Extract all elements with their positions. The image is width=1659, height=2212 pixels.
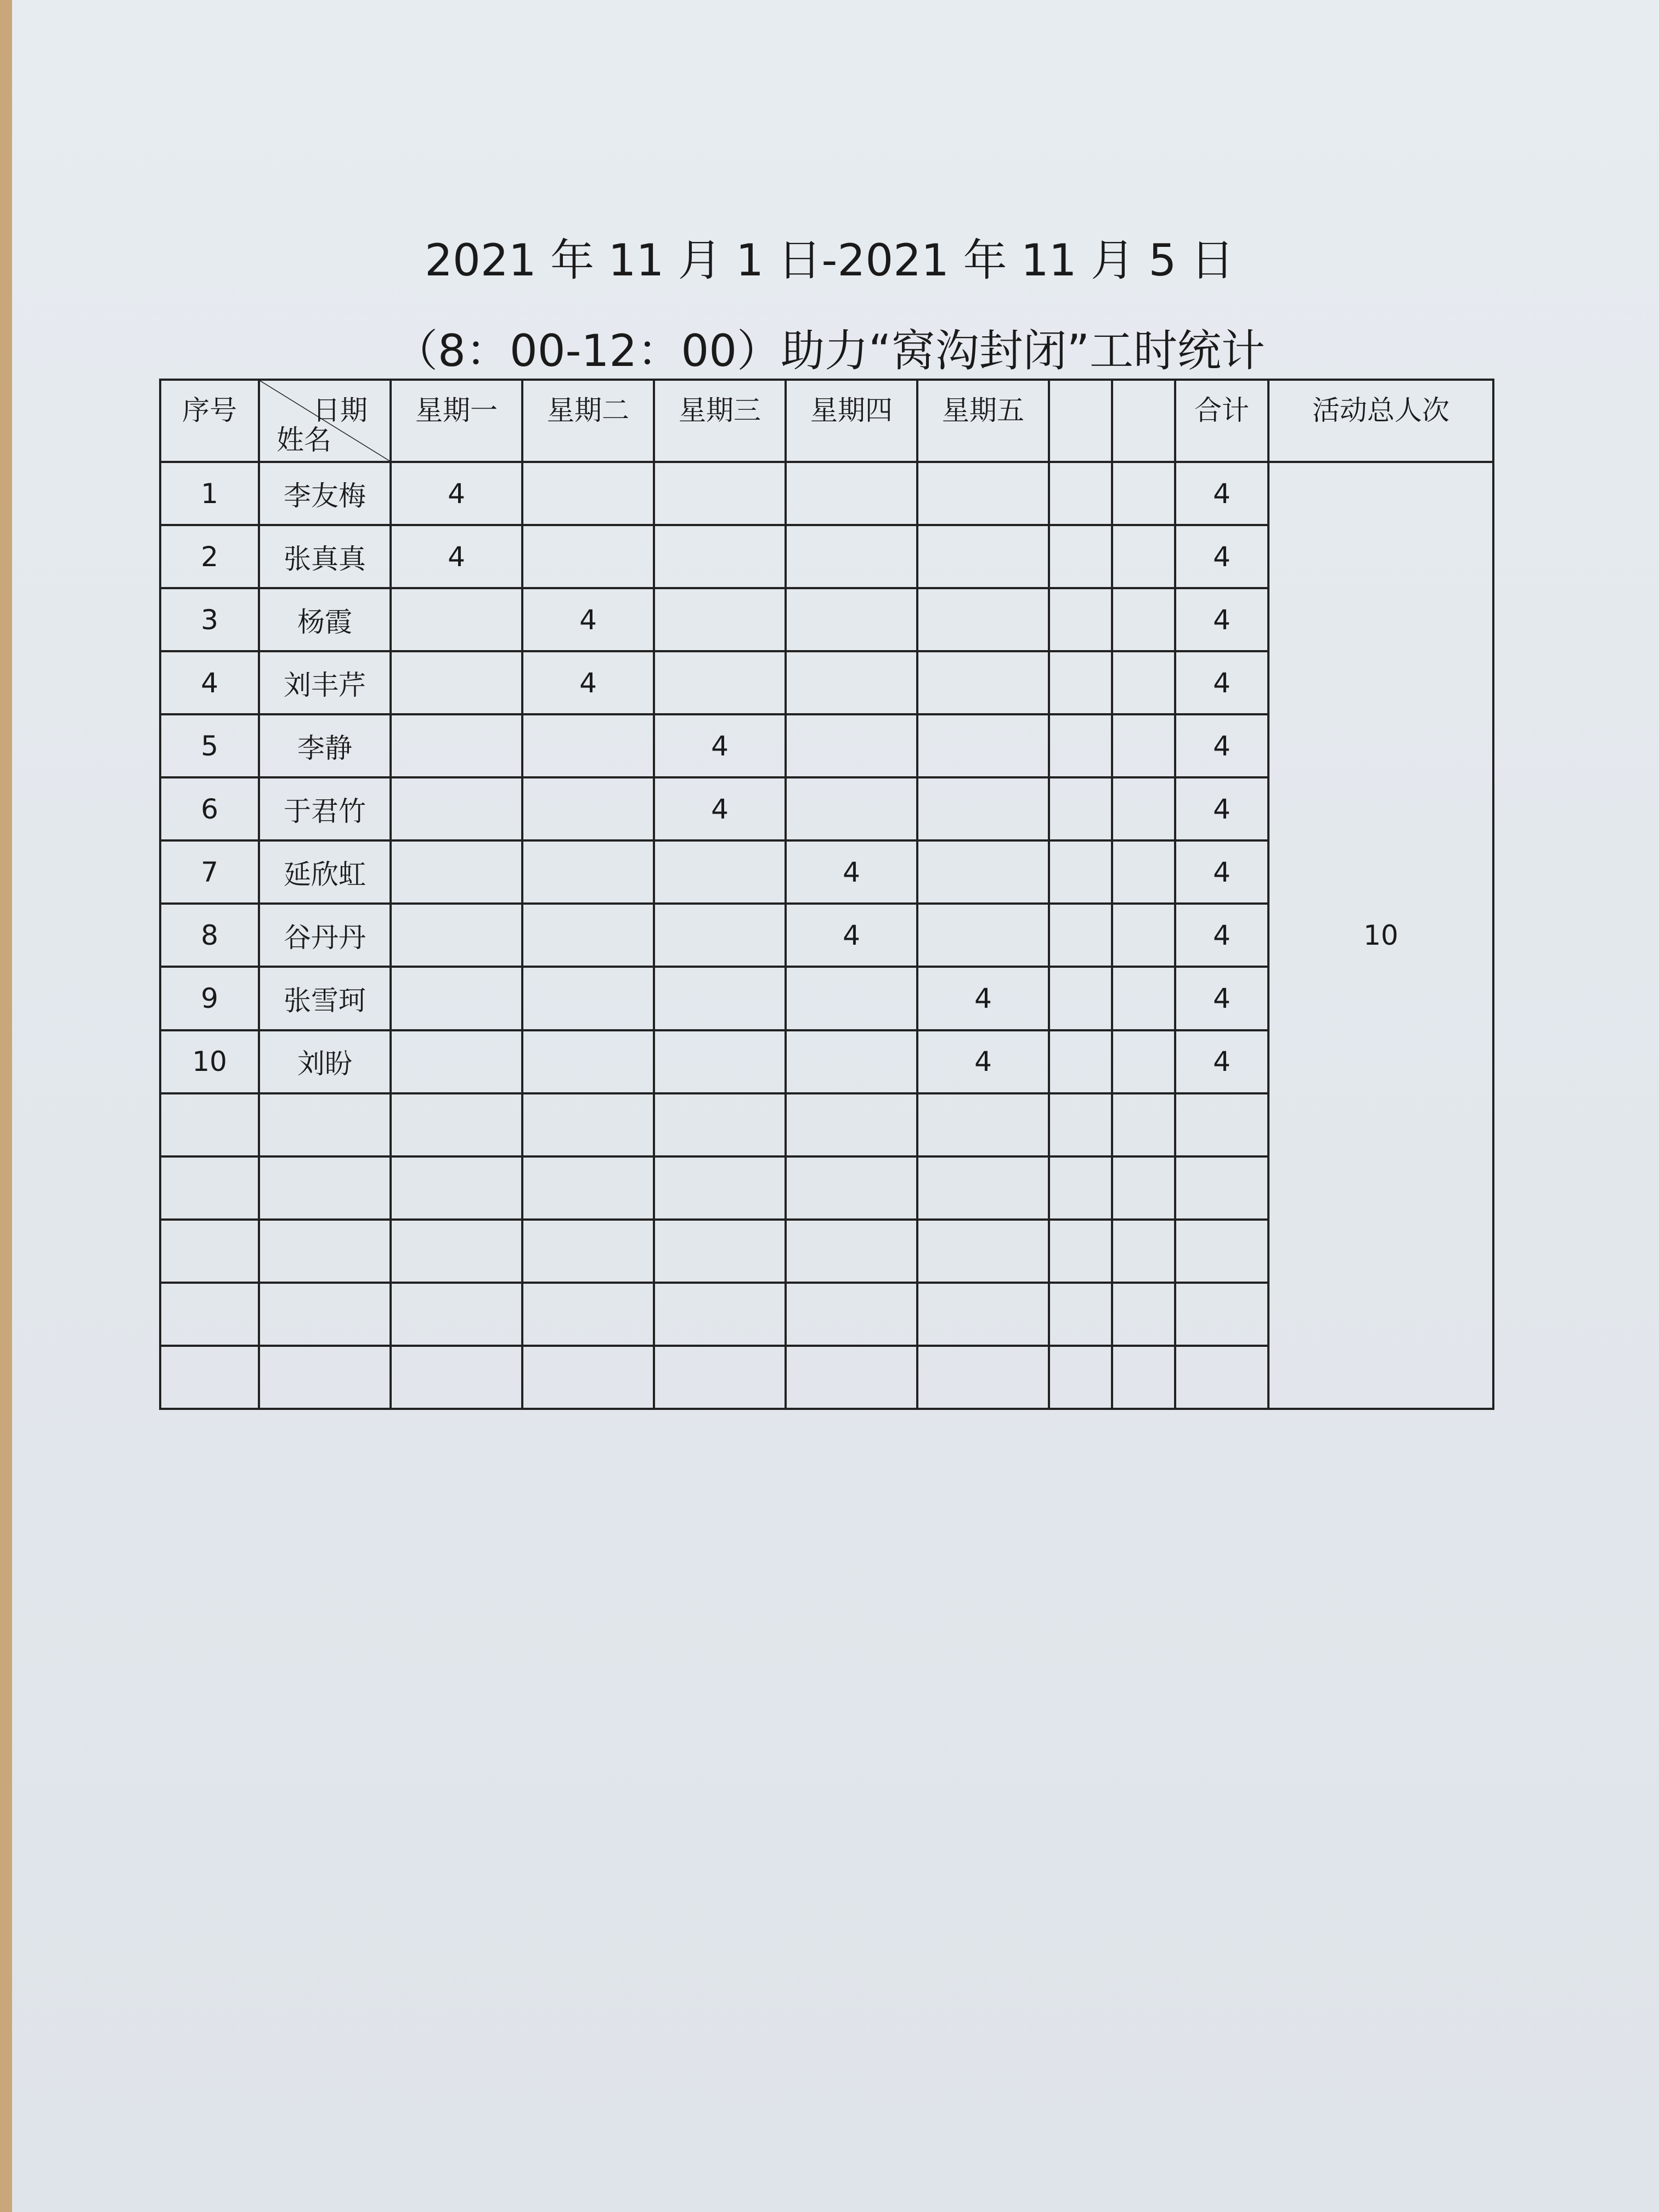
row-day-2-hours [522,1283,654,1346]
row-day-1-hours: 4 [391,525,522,588]
row-day-4-hours [786,1156,917,1220]
row-day-3-hours [654,651,786,714]
row-sum [1175,1220,1268,1283]
header-day-2: 星期二 [522,380,654,462]
row-name: 谷丹丹 [259,904,391,967]
row-index: 4 [160,651,259,714]
row-name [259,1346,391,1409]
row-day-4-hours: 4 [786,904,917,967]
row-day-1-hours [391,777,522,840]
row-sum: 4 [1175,462,1268,525]
row-day-6-hours [1049,714,1112,777]
row-day-1-hours [391,651,522,714]
row-day-4-hours [786,714,917,777]
row-day-2-hours: 4 [522,588,654,651]
row-day-6-hours [1049,1220,1112,1283]
row-day-1-hours [391,714,522,777]
row-day-4-hours [786,1346,917,1409]
header-day-3: 星期三 [654,380,786,462]
row-day-3-hours [654,1030,786,1093]
row-sum: 4 [1175,588,1268,651]
row-index: 5 [160,714,259,777]
row-day-6-hours [1049,840,1112,904]
row-day-3-hours [654,1283,786,1346]
header-date-name-diagonal [259,380,391,462]
row-name [259,1156,391,1220]
row-sum: 4 [1175,714,1268,777]
work-hours-table [159,379,1494,1410]
row-day-2-hours [522,1030,654,1093]
row-name: 李静 [259,714,391,777]
row-name [259,1283,391,1346]
row-day-2-hours [522,904,654,967]
row-index: 7 [160,840,259,904]
row-day-5-hours [917,1220,1049,1283]
total-participants-value: 10 [1268,462,1493,1409]
row-day-2-hours [522,967,654,1030]
row-day-6-hours [1049,777,1112,840]
row-day-5-hours: 4 [917,1030,1049,1093]
row-day-2-hours [522,1220,654,1283]
row-day-2-hours [522,777,654,840]
row-day-7-hours [1112,462,1175,525]
row-sum [1175,1283,1268,1346]
row-day-6-hours [1049,1093,1112,1156]
row-sum: 4 [1175,525,1268,588]
row-day-2-hours [522,462,654,525]
document-title-dates: 2021 年 11 月 1 日-2021 年 11 月 5 日 [425,235,1234,286]
row-index [160,1346,259,1409]
row-day-7-hours [1112,1030,1175,1093]
row-day-2-hours: 4 [522,651,654,714]
row-day-1-hours: 4 [391,462,522,525]
row-day-7-hours [1112,904,1175,967]
row-day-5-hours [917,1156,1049,1220]
row-day-2-hours [522,1346,654,1409]
row-index: 3 [160,588,259,651]
row-day-4-hours [786,462,917,525]
row-day-3-hours [654,1220,786,1283]
row-name: 刘盼 [259,1030,391,1093]
row-day-7-hours [1112,651,1175,714]
row-day-6-hours [1049,462,1112,525]
row-index: 2 [160,525,259,588]
row-day-5-hours [917,462,1049,525]
row-day-3-hours [654,462,786,525]
row-day-6-hours [1049,1346,1112,1409]
row-day-1-hours [391,1093,522,1156]
row-name: 杨霞 [259,588,391,651]
row-sum: 4 [1175,1030,1268,1093]
header-day-6 [1049,380,1112,462]
row-day-4-hours [786,777,917,840]
row-day-2-hours [522,714,654,777]
row-index: 8 [160,904,259,967]
header-day-1: 星期一 [391,380,522,462]
row-day-4-hours [786,525,917,588]
row-name: 于君竹 [259,777,391,840]
row-day-7-hours [1112,525,1175,588]
row-day-7-hours [1112,1156,1175,1220]
table-header-row [160,380,1493,462]
row-day-5-hours [917,777,1049,840]
row-day-7-hours [1112,1220,1175,1283]
row-day-3-hours [654,840,786,904]
row-sum: 4 [1175,651,1268,714]
document-title-subject: （8：00-12：00）助力“窝沟封闭”工时统计 [393,325,1266,376]
row-day-3-hours [654,588,786,651]
row-day-4-hours [786,1030,917,1093]
row-name: 张真真 [259,525,391,588]
row-day-5-hours [917,840,1049,904]
row-sum: 4 [1175,904,1268,967]
table-row [160,462,1493,525]
row-day-6-hours [1049,967,1112,1030]
row-day-1-hours [391,967,522,1030]
row-day-1-hours [391,1283,522,1346]
row-day-5-hours [917,714,1049,777]
row-day-7-hours [1112,777,1175,840]
header-name: 姓名 [276,424,331,456]
row-index: 9 [160,967,259,1030]
row-name: 李友梅 [259,462,391,525]
row-day-6-hours [1049,1156,1112,1220]
row-day-1-hours [391,1156,522,1220]
row-day-3-hours: 4 [654,777,786,840]
row-sum [1175,1093,1268,1156]
header-date: 日期 [313,394,368,426]
header-day-4: 星期四 [786,380,917,462]
header-total-label: 活动总人次 [1268,380,1493,462]
row-day-4-hours: 4 [786,840,917,904]
row-day-6-hours [1049,1283,1112,1346]
row-day-3-hours [654,1093,786,1156]
row-index [160,1283,259,1346]
row-day-4-hours [786,651,917,714]
row-day-6-hours [1049,588,1112,651]
row-day-3-hours [654,1156,786,1220]
row-name [259,1220,391,1283]
header-day-5: 星期五 [917,380,1049,462]
row-day-7-hours [1112,1283,1175,1346]
row-day-5-hours [917,588,1049,651]
row-day-5-hours [917,1093,1049,1156]
row-index [160,1093,259,1156]
row-sum: 4 [1175,967,1268,1030]
row-day-2-hours [522,1156,654,1220]
row-day-3-hours [654,525,786,588]
row-day-2-hours [522,525,654,588]
row-day-1-hours [391,840,522,904]
row-day-4-hours [786,588,917,651]
row-index: 10 [160,1030,259,1093]
row-day-2-hours [522,1093,654,1156]
row-sum [1175,1156,1268,1220]
row-name: 刘丰芹 [259,651,391,714]
header-day-7 [1112,380,1175,462]
row-day-7-hours [1112,588,1175,651]
row-day-3-hours [654,1346,786,1409]
row-name [259,1093,391,1156]
row-day-7-hours [1112,1346,1175,1409]
row-day-4-hours [786,1220,917,1283]
row-sum: 4 [1175,840,1268,904]
row-day-6-hours [1049,1030,1112,1093]
row-day-4-hours [786,1093,917,1156]
row-day-2-hours [522,840,654,904]
row-day-3-hours [654,904,786,967]
row-day-1-hours [391,588,522,651]
row-sum: 4 [1175,777,1268,840]
row-day-6-hours [1049,651,1112,714]
row-index [160,1220,259,1283]
row-day-5-hours [917,1283,1049,1346]
row-day-6-hours [1049,525,1112,588]
row-day-5-hours [917,651,1049,714]
row-day-7-hours [1112,840,1175,904]
row-day-5-hours [917,1346,1049,1409]
row-day-1-hours [391,1220,522,1283]
row-day-6-hours [1049,904,1112,967]
row-name: 延欣虹 [259,840,391,904]
header-sum: 合计 [1175,380,1268,462]
header-index: 序号 [160,380,259,462]
row-day-3-hours: 4 [654,714,786,777]
row-day-4-hours [786,1283,917,1346]
row-day-7-hours [1112,714,1175,777]
row-index [160,1156,259,1220]
row-day-5-hours [917,525,1049,588]
row-day-1-hours [391,904,522,967]
row-day-1-hours [391,1346,522,1409]
row-day-7-hours [1112,1093,1175,1156]
row-name: 张雪珂 [259,967,391,1030]
row-index: 6 [160,777,259,840]
row-day-1-hours [391,1030,522,1093]
row-day-7-hours [1112,967,1175,1030]
row-index: 1 [160,462,259,525]
row-day-5-hours [917,904,1049,967]
row-day-3-hours [654,967,786,1030]
row-day-5-hours: 4 [917,967,1049,1030]
row-day-4-hours [786,967,917,1030]
row-sum [1175,1346,1268,1409]
